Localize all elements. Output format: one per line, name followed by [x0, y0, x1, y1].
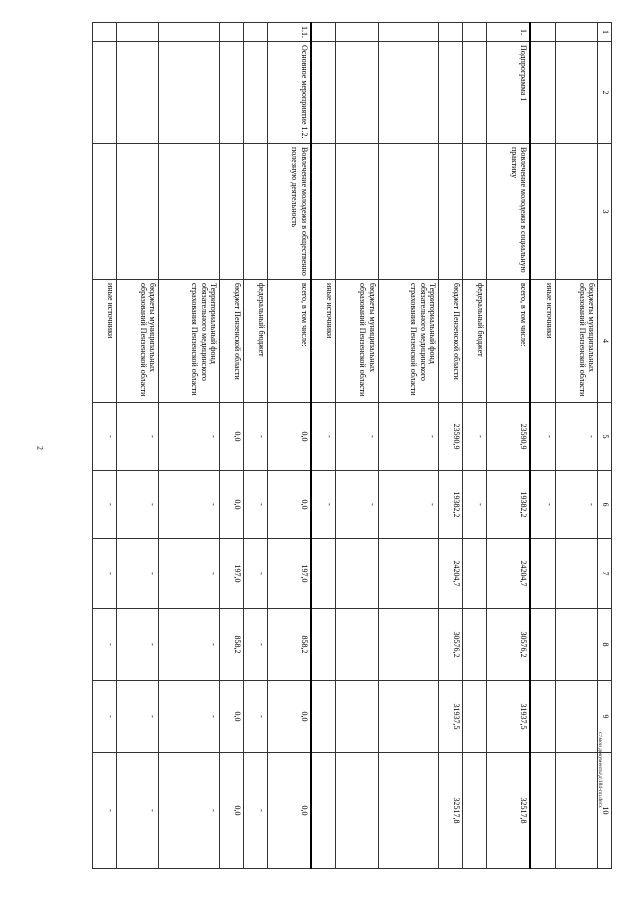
budget-table: [92, 22, 612, 869]
column-number: 7: [598, 539, 612, 609]
table-cell-7: -: [117, 539, 159, 609]
table-cell-10: 0,0: [220, 753, 244, 869]
table-row: [159, 23, 220, 869]
table-cell-2: [336, 42, 378, 144]
table-row: [220, 23, 244, 869]
table-cell-5: -: [117, 403, 159, 471]
table-cell-8: 30576,2: [439, 609, 463, 681]
table-row: [439, 23, 463, 869]
table-cell-6: -: [555, 471, 597, 539]
table-cell-1: [378, 23, 439, 42]
table-cell-7: [336, 539, 378, 609]
table-cell-4: всего, в том числе:: [268, 280, 311, 403]
table-cell-7: [530, 539, 555, 609]
table-cell-7: -: [159, 539, 220, 609]
table-cell-9: [463, 681, 487, 753]
table-cell-4: всего, в том числе:: [487, 280, 530, 403]
column-number: 10: [598, 753, 612, 869]
table-cell-2: [244, 42, 268, 144]
table-row: [93, 23, 117, 869]
table-cell-6: -: [530, 471, 555, 539]
table-cell-8: -: [93, 609, 117, 681]
table-cell-9: 31937,5: [439, 681, 463, 753]
table-cell-3: [336, 144, 378, 280]
table-cell-5: -: [530, 403, 555, 471]
table-cell-4: бюджеты муниципальных образований Пензенской области: [336, 280, 378, 403]
table-cell-10: [463, 753, 487, 869]
table-cell-8: -: [117, 609, 159, 681]
table-cell-7: -: [244, 539, 268, 609]
table-cell-6: -: [93, 471, 117, 539]
table-cell-10: -: [159, 753, 220, 869]
column-number: 5: [598, 403, 612, 471]
column-number: 2: [598, 42, 612, 144]
table-cell-1: [244, 23, 268, 42]
table-cell-8: -: [159, 609, 220, 681]
table-cell-8: [336, 609, 378, 681]
table-cell-5: 0,0: [268, 403, 311, 471]
table-row: [555, 23, 597, 869]
table-cell-7: [555, 539, 597, 609]
table-cell-10: -: [93, 753, 117, 869]
table-cell-2: [555, 42, 597, 144]
table-cell-3: [93, 144, 117, 280]
table-cell-1: [159, 23, 220, 42]
table-cell-8: [378, 609, 439, 681]
table-cell-4: Территориальный фонд обязательного медицинского страхования Пензенской области: [159, 280, 220, 403]
table-cell-3: [555, 144, 597, 280]
table-cell-6: 0,0: [268, 471, 311, 539]
table-cell-5: 0,0: [220, 403, 244, 471]
table-cell-3: [463, 144, 487, 280]
table-cell-3: [439, 144, 463, 280]
table-cell-6: 19382,2: [487, 471, 530, 539]
table-row: [244, 23, 268, 869]
table-body: [93, 23, 598, 869]
table-cell-10: -: [244, 753, 268, 869]
table-row: [487, 23, 530, 869]
table-cell-9: [311, 681, 336, 753]
table-cell-3: [530, 144, 555, 280]
column-number: 9: [598, 681, 612, 753]
table-cell-6: 0,0: [220, 471, 244, 539]
column-number: 4: [598, 280, 612, 403]
table-cell-9: [530, 681, 555, 753]
table-cell-5: -: [463, 403, 487, 471]
table-cell-5: 23590,9: [439, 403, 463, 471]
table-cell-10: [555, 753, 597, 869]
table-cell-2: Подпрограмма 1: [487, 42, 530, 144]
table-cell-2: [117, 42, 159, 144]
table-cell-2: Основное мероприятие 1.2.: [268, 42, 311, 144]
table-cell-7: -: [93, 539, 117, 609]
table-cell-7: [463, 539, 487, 609]
table-cell-1: [530, 23, 555, 42]
table-cell-4: иные источники: [311, 280, 336, 403]
table-row: [378, 23, 439, 869]
column-number: 6: [598, 471, 612, 539]
table-cell-10: [378, 753, 439, 869]
table-cell-10: [311, 753, 336, 869]
table-cell-7: [378, 539, 439, 609]
table-cell-5: -: [555, 403, 597, 471]
table-cell-2: [378, 42, 439, 144]
table-cell-3: [220, 144, 244, 280]
table-cell-10: [336, 753, 378, 869]
table-cell-5: -: [336, 403, 378, 471]
table-cell-5: -: [244, 403, 268, 471]
table-row: [530, 23, 555, 869]
table-cell-6: 19382,2: [439, 471, 463, 539]
column-number: 3: [598, 144, 612, 280]
table-cell-2: [159, 42, 220, 144]
table-cell-6: -: [159, 471, 220, 539]
table-row: [117, 23, 159, 869]
table-cell-4: бюджеты муниципальных образований Пензенской области: [555, 280, 597, 403]
table-cell-3: [117, 144, 159, 280]
table-cell-2: [220, 42, 244, 144]
table-cell-7: 197,0: [220, 539, 244, 609]
table-cell-5: -: [93, 403, 117, 471]
table-cell-5: -: [159, 403, 220, 471]
table-cell-8: [530, 609, 555, 681]
table-cell-3: Вовлечение молодежи в общественно полезную деятельность: [268, 144, 311, 280]
table-cell-6: -: [463, 471, 487, 539]
page-number: 2: [35, 446, 45, 450]
table-cell-3: [159, 144, 220, 280]
table-cell-4: федеральный бюджет: [463, 280, 487, 403]
table-cell-4: иные источники: [530, 280, 555, 403]
table-cell-3: Вовлечение молодежи в социальную практику: [487, 144, 530, 280]
table-cell-6: -: [244, 471, 268, 539]
table-cell-6: -: [117, 471, 159, 539]
table-cell-7: 24204,7: [487, 539, 530, 609]
table-cell-10: -: [117, 753, 159, 869]
table-cell-3: [311, 144, 336, 280]
rotated-table-container: [92, 22, 612, 868]
table-cell-10: 32517,8: [487, 753, 530, 869]
table-cell-9: [336, 681, 378, 753]
table-cell-9: -: [93, 681, 117, 753]
table-cell-8: 858,2: [268, 609, 311, 681]
table-cell-8: 30576,2: [487, 609, 530, 681]
table-cell-9: 0,0: [220, 681, 244, 753]
column-number: 1: [598, 23, 612, 42]
footer-file-path: c:\мои документы\д\184-пп.docx: [597, 732, 603, 808]
table-cell-6: -: [336, 471, 378, 539]
table-cell-10: 0,0: [268, 753, 311, 869]
table-cell-9: -: [159, 681, 220, 753]
table-cell-4: бюджеты муниципальных образований Пензенской области: [117, 280, 159, 403]
column-number: 8: [598, 609, 612, 681]
table-cell-3: [244, 144, 268, 280]
table-row: [463, 23, 487, 869]
table-cell-1: [117, 23, 159, 42]
table-cell-9: [378, 681, 439, 753]
table-cell-9: 31937,5: [487, 681, 530, 753]
table-cell-2: [439, 42, 463, 144]
table-cell-9: 0,0: [268, 681, 311, 753]
table-cell-5: -: [311, 403, 336, 471]
table-row: [311, 23, 336, 869]
table-cell-9: [555, 681, 597, 753]
table-cell-7: 24204,7: [439, 539, 463, 609]
table-cell-2: [463, 42, 487, 144]
table-cell-8: [463, 609, 487, 681]
table-cell-7: [311, 539, 336, 609]
table-cell-2: [311, 42, 336, 144]
column-number-row: [598, 23, 612, 869]
table-cell-1: 1.1.: [268, 23, 311, 42]
table-cell-1: [555, 23, 597, 42]
table-cell-8: 858,2: [220, 609, 244, 681]
table-cell-2: [530, 42, 555, 144]
table-cell-6: -: [378, 471, 439, 539]
table-cell-4: бюджет Пензенской области: [439, 280, 463, 403]
table-cell-1: 1.: [487, 23, 530, 42]
table-cell-8: [311, 609, 336, 681]
table-cell-6: -: [311, 471, 336, 539]
table-cell-2: [93, 42, 117, 144]
table-cell-7: 197,0: [268, 539, 311, 609]
table-cell-10: 32517,8: [439, 753, 463, 869]
table-cell-4: федеральный бюджет: [244, 280, 268, 403]
table-cell-5: 23590,9: [487, 403, 530, 471]
table-cell-3: [378, 144, 439, 280]
table-cell-1: [463, 23, 487, 42]
table-cell-1: [439, 23, 463, 42]
table-row: [268, 23, 311, 869]
table-cell-4: бюджет Пензенской области: [220, 280, 244, 403]
table-cell-1: [311, 23, 336, 42]
table-cell-9: -: [117, 681, 159, 753]
table-cell-4: Территориальный фонд обязательного медицинского страхования Пензенской области: [378, 280, 439, 403]
table-cell-8: [555, 609, 597, 681]
table-cell-1: [93, 23, 117, 42]
table-cell-10: [530, 753, 555, 869]
table-cell-1: [336, 23, 378, 42]
table-cell-5: -: [378, 403, 439, 471]
table-cell-8: -: [244, 609, 268, 681]
table-cell-9: -: [244, 681, 268, 753]
table-row: [336, 23, 378, 869]
table-cell-1: [220, 23, 244, 42]
table-cell-4: иные источники: [93, 280, 117, 403]
